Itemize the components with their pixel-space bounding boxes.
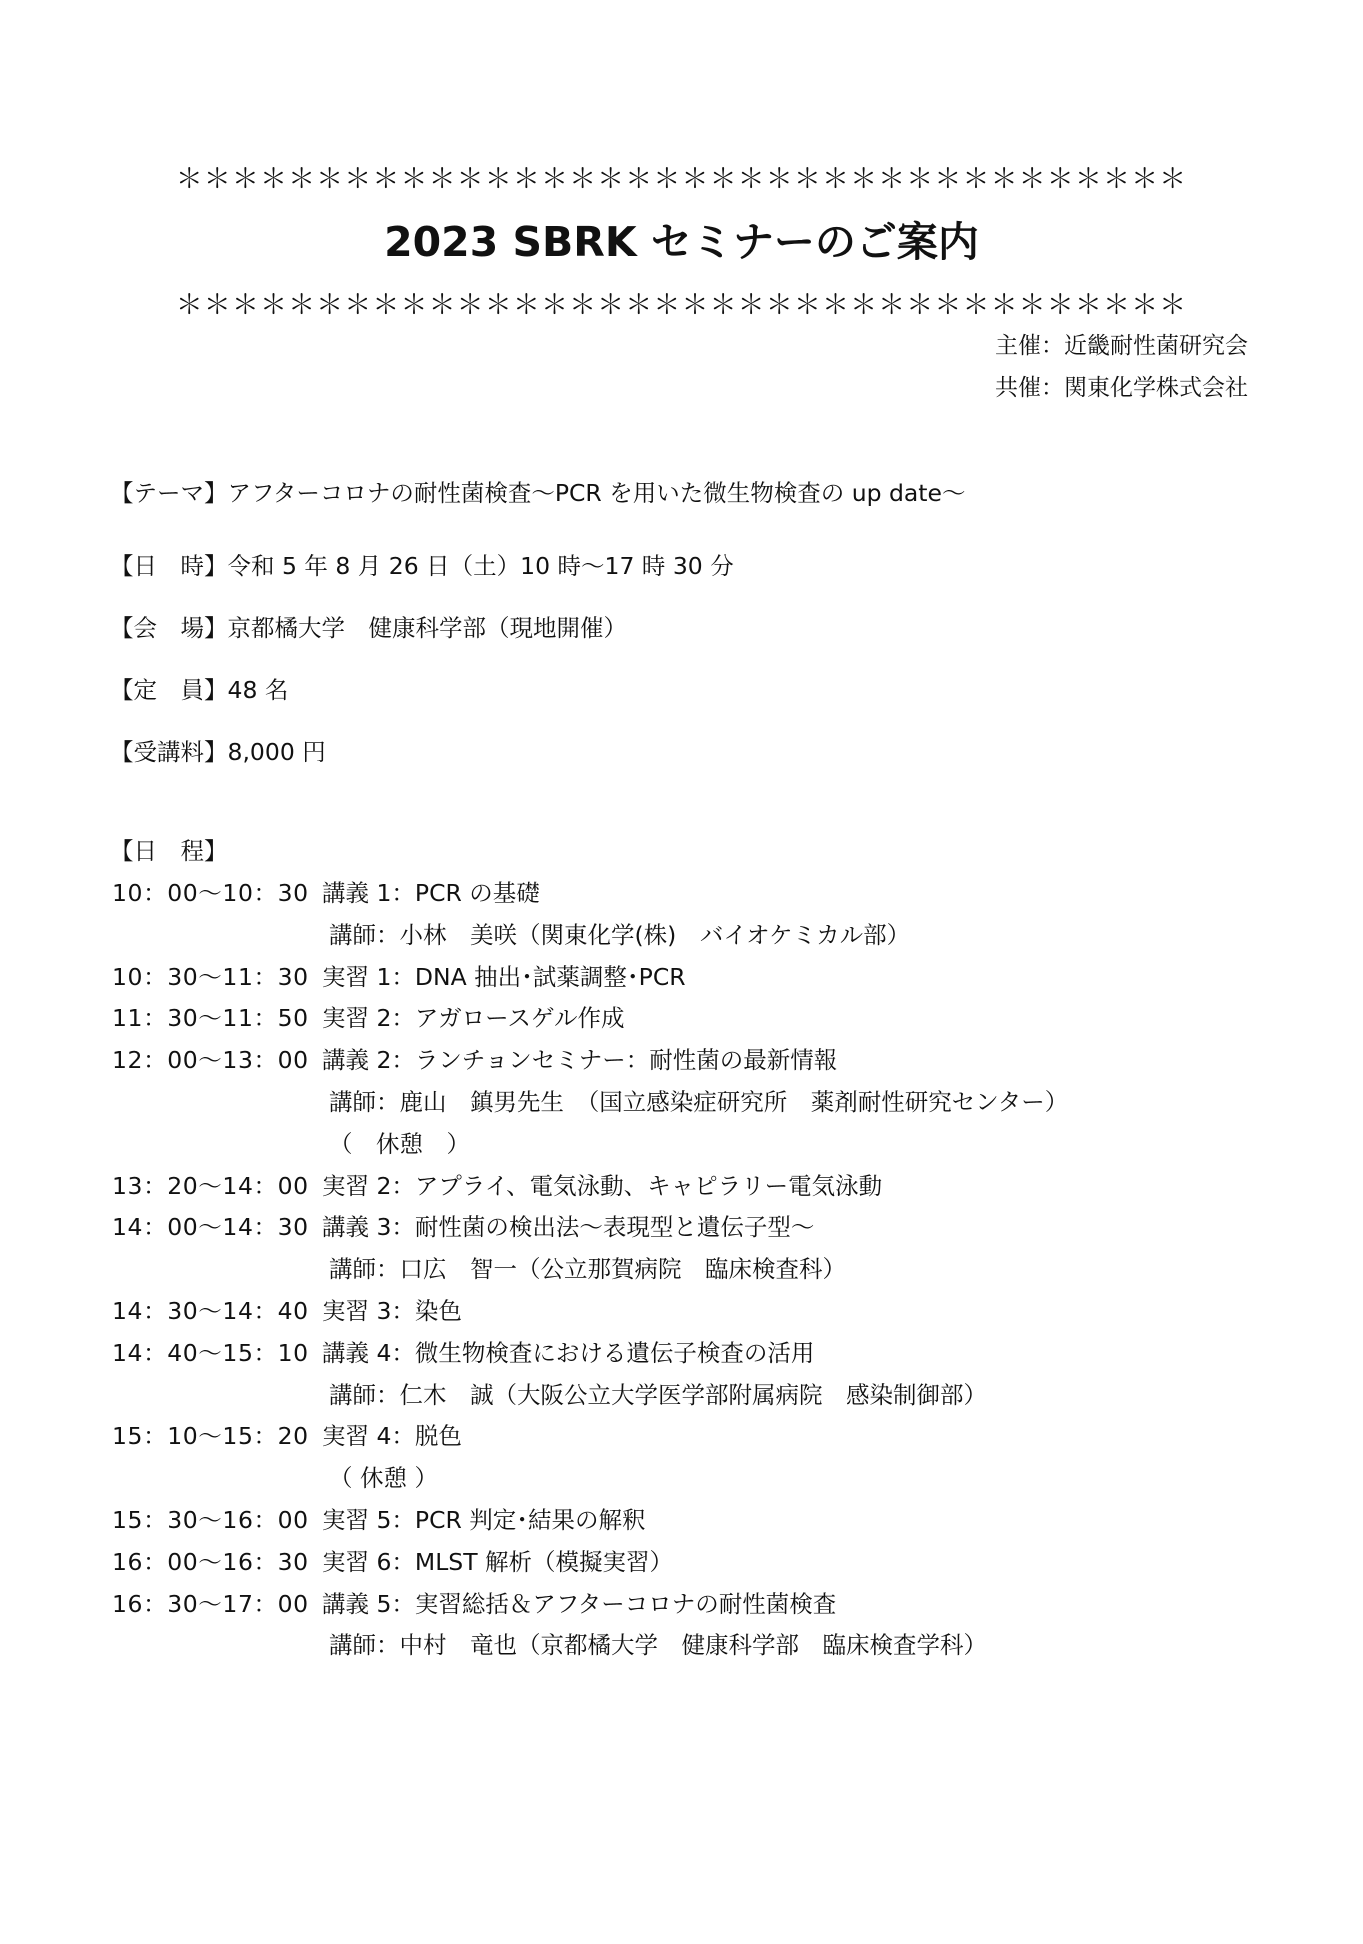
schedule-break-row [329, 1462, 438, 1494]
schedule-time: 10：30～11：30 [112, 963, 309, 991]
schedule-time: 16：30～17：00 [112, 1590, 309, 1618]
schedule-lecturer-row [329, 1086, 1068, 1118]
info-capacity [110, 674, 288, 706]
schedule-description: 講師：小林 美咲（関東化学(株) バイオケミカル部） [329, 921, 911, 949]
schedule-row [112, 961, 686, 993]
schedule-description: 講義 1：PCR の基礎 [322, 879, 540, 907]
schedule-description: （ 休憩 ） [329, 1464, 438, 1492]
schedule-row [112, 877, 540, 909]
schedule-row [112, 1337, 814, 1369]
schedule-time: 16：00～16：30 [112, 1548, 309, 1576]
decorative-star-divider-bottom: ＊＊＊＊＊＊＊＊＊＊＊＊＊＊＊＊＊＊＊＊＊＊＊＊＊＊＊＊＊＊＊＊＊＊＊＊ [175, 290, 1188, 321]
schedule-time: 14：30～14：40 [112, 1297, 309, 1325]
info-fee [110, 736, 326, 768]
info-value: 京都橘大学 健康科学部（現地開催） [227, 614, 627, 642]
schedule-row [112, 1504, 646, 1536]
schedule-row [112, 1546, 673, 1578]
schedule-time: 10：00～10：30 [112, 879, 309, 907]
schedule-break-row [329, 1128, 470, 1160]
schedule-row [112, 1002, 625, 1034]
schedule-description: 実習 2：アプライ、電気泳動、キャピラリー電気泳動 [322, 1172, 883, 1200]
schedule-row [112, 1588, 836, 1620]
decorative-star-divider-top: ＊＊＊＊＊＊＊＊＊＊＊＊＊＊＊＊＊＊＊＊＊＊＊＊＊＊＊＊＊＊＊＊＊＊＊＊ [175, 164, 1188, 195]
schedule-lecturer-row [329, 1253, 846, 1285]
schedule-description: 講義 2：ランチョンセミナー：耐性菌の最新情報 [322, 1046, 838, 1074]
schedule-time: 12：00～13：00 [112, 1046, 309, 1074]
info-value: 令和 5 年 8 月 26 日（土）10 時～17 時 30 分 [227, 552, 734, 580]
info-datetime [110, 550, 734, 582]
info-label: 【日 時】 [110, 552, 228, 580]
schedule-row [112, 1420, 462, 1452]
schedule-description: （ 休憩 ） [329, 1130, 470, 1158]
schedule-row [112, 1295, 462, 1327]
schedule-description: 講師：仁木 誠（大阪公立大学医学部附属病院 感染制御部） [329, 1381, 987, 1409]
schedule-description: 実習 5：PCR 判定･結果の解釈 [322, 1506, 646, 1534]
schedule-time: 14：00～14：30 [112, 1213, 309, 1241]
schedule-description: 実習 6：MLST 解析（模擬実習） [322, 1548, 674, 1576]
schedule-lecturer-row [329, 1379, 987, 1411]
schedule-heading: 【日 程】 [110, 837, 228, 865]
organizer-cohost: 共催：関東化学株式会社 [995, 375, 1248, 401]
info-label: 【定 員】 [110, 676, 228, 704]
schedule-time: 11：30～11：50 [112, 1004, 309, 1032]
schedule-lecturer-row [329, 1629, 987, 1661]
schedule-row [112, 1044, 837, 1076]
schedule-row [112, 1170, 882, 1202]
schedule-description: 講師：中村 竜也（京都橘大学 健康科学部 臨床検査学科） [329, 1631, 987, 1659]
schedule-description: 実習 1：DNA 抽出･試薬調整･PCR [322, 963, 686, 991]
info-label: 【テーマ】 [110, 479, 228, 507]
info-venue [110, 612, 627, 644]
schedule-description: 講義 5：実習総括＆アフターコロナの耐性菌検査 [322, 1590, 837, 1618]
organizer-host: 主催：近畿耐性菌研究会 [995, 333, 1248, 359]
info-theme [110, 477, 965, 509]
schedule-description: 講師：鹿山 鎮男先生 （国立感染症研究所 薬剤耐性研究センター） [329, 1088, 1069, 1116]
schedule-row [112, 1211, 814, 1243]
info-value: 8,000 円 [227, 738, 326, 766]
schedule-description: 講義 4：微生物検査における遺伝子検査の活用 [322, 1339, 815, 1367]
schedule-description: 実習 2：アガロースゲル作成 [322, 1004, 625, 1032]
info-value: アフターコロナの耐性菌検査～PCR を用いた微生物検査の up date～ [227, 479, 966, 507]
schedule-time: 13：20～14：00 [112, 1172, 309, 1200]
schedule-description: 講義 3：耐性菌の検出法～表現型と遺伝子型～ [322, 1213, 815, 1241]
schedule-time: 15：10～15：20 [112, 1422, 309, 1450]
schedule-time: 15：30～16：00 [112, 1506, 309, 1534]
info-label: 【会 場】 [110, 614, 228, 642]
schedule-description: 実習 3：染色 [322, 1297, 462, 1325]
schedule-lecturer-row [329, 919, 910, 951]
info-value: 48 名 [227, 676, 289, 704]
schedule-time: 14：40～15：10 [112, 1339, 309, 1367]
schedule-description: 実習 4：脱色 [322, 1422, 462, 1450]
page-title: 2023 SBRK セミナーのご案内 [384, 218, 979, 266]
schedule-description: 講師：口広 智一（公立那賀病院 臨床検査科） [329, 1255, 846, 1283]
info-label: 【受講料】 [110, 738, 228, 766]
